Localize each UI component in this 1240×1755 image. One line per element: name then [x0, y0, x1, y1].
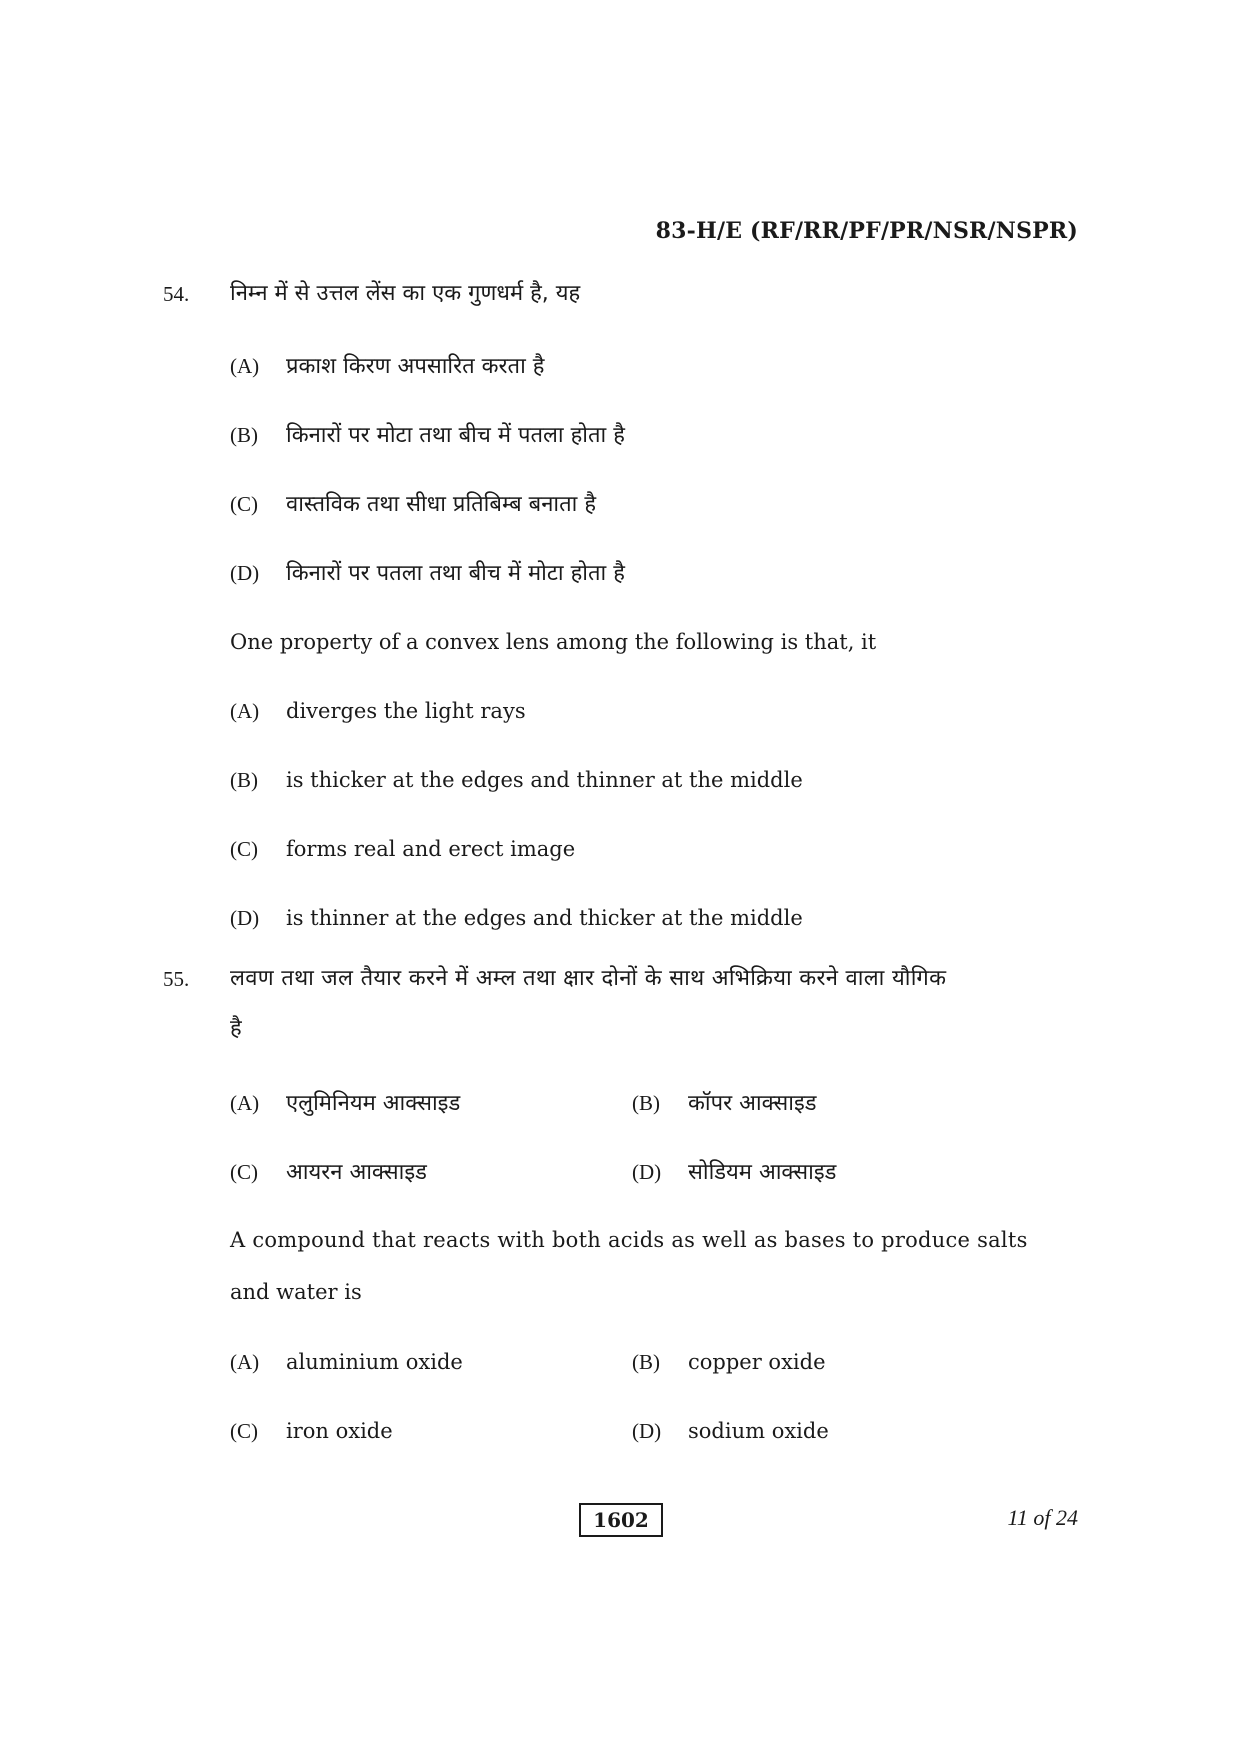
option-english-c	[230, 1419, 393, 1444]
option-hindi-b	[632, 1087, 817, 1117]
option-label: (A)	[230, 1091, 260, 1115]
option-text: iron oxide	[286, 1419, 393, 1443]
option-label: (A)	[230, 699, 260, 723]
option-hindi-d	[230, 557, 625, 587]
option-label: (C)	[230, 1160, 258, 1184]
option-text: copper oxide	[688, 1350, 826, 1374]
question-text-english-line1: A compound that reacts with both acids as well as bases to produce salts	[230, 1228, 1028, 1252]
option-hindi-b	[230, 419, 625, 449]
option-text: aluminium oxide	[286, 1350, 463, 1374]
option-english-a	[230, 699, 526, 724]
option-english-b	[632, 1350, 826, 1375]
option-hindi-d	[632, 1156, 836, 1186]
option-english-d	[230, 906, 803, 931]
option-label: (D)	[230, 561, 260, 585]
option-text: प्रकाश किरण अपसारित करता है	[286, 354, 545, 379]
option-english-b	[230, 768, 803, 793]
option-text: is thinner at the edges and thicker at the middle	[286, 906, 803, 930]
option-label: (D)	[632, 1160, 662, 1184]
option-hindi-c	[230, 1156, 427, 1186]
option-hindi-a	[230, 1087, 460, 1117]
question-text-hindi-line1: लवण तथा जल तैयार करने में अम्ल तथा क्षार दोनों के साथ अभिक्रिया करने वाला यौगिक	[230, 966, 947, 991]
option-label: (C)	[230, 837, 258, 861]
option-label: (A)	[230, 354, 260, 378]
option-label: (B)	[632, 1091, 660, 1115]
option-label: (C)	[230, 492, 258, 516]
option-label: (C)	[230, 1419, 258, 1443]
option-label: (A)	[230, 1350, 260, 1374]
option-text: forms real and erect image	[286, 837, 576, 861]
question-number: 55.	[163, 967, 190, 991]
option-text: sodium oxide	[688, 1419, 829, 1443]
booklet-code: 1602	[579, 1503, 663, 1537]
option-english-c	[230, 837, 575, 862]
option-hindi-a	[230, 350, 544, 380]
question-text-hindi: निम्न में से उत्तल लेंस का एक गुणधर्म है, यह	[230, 281, 581, 306]
option-english-a	[230, 1350, 463, 1375]
option-text: सोडियम आक्साइड	[688, 1160, 837, 1185]
option-text: किनारों पर मोटा तथा बीच में पतला होता है	[286, 423, 625, 448]
option-english-d	[632, 1419, 829, 1444]
option-label: (B)	[230, 768, 258, 792]
option-hindi-c	[230, 488, 596, 518]
option-text: कॉपर आक्साइड	[688, 1091, 817, 1116]
option-text: आयरन आक्साइड	[286, 1160, 427, 1185]
option-label: (D)	[230, 906, 260, 930]
question-text-english-line2: and water is	[230, 1280, 362, 1304]
page-number: 11 of 24	[1007, 1505, 1078, 1530]
option-text: एलुमिनियम आक्साइड	[286, 1091, 461, 1116]
option-text: diverges the light rays	[286, 699, 526, 723]
question-text-hindi-line2: है	[230, 1016, 242, 1041]
option-label: (B)	[632, 1350, 660, 1374]
option-text: is thicker at the edges and thinner at the middle	[286, 768, 803, 792]
option-label: (D)	[632, 1419, 662, 1443]
option-text: किनारों पर पतला तथा बीच में मोटा होता है	[286, 561, 625, 586]
option-text: वास्तविक तथा सीधा प्रतिबिम्ब बनाता है	[286, 492, 597, 517]
paper-code: 83-H/E (RF/RR/PF/PR/NSR/NSPR)	[655, 218, 1078, 244]
question-text-english: One property of a convex lens among the following is that, it	[230, 630, 877, 654]
option-label: (B)	[230, 423, 258, 447]
question-number: 54.	[163, 282, 190, 306]
